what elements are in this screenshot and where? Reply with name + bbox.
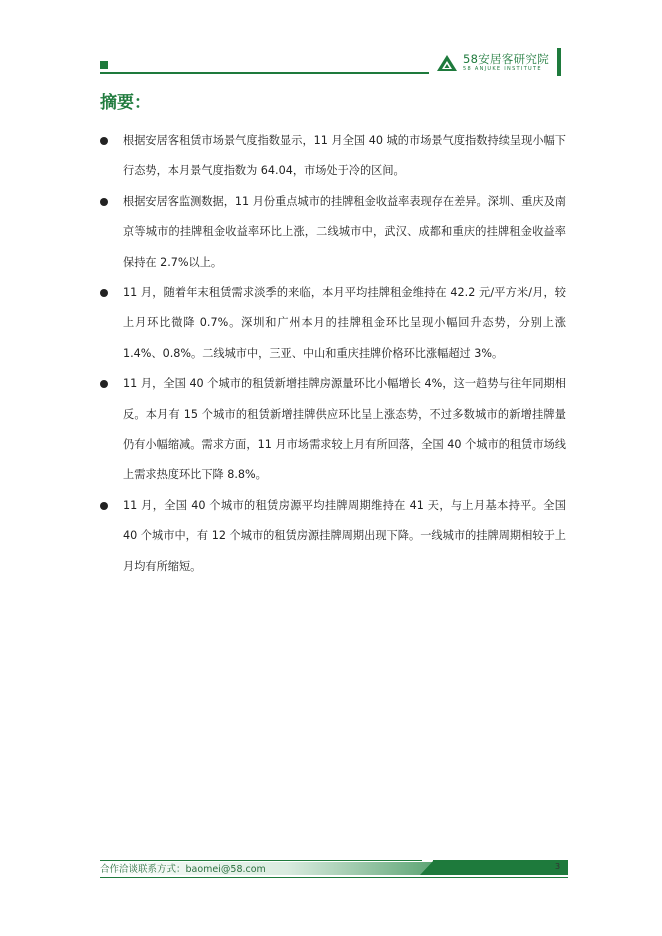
- summary-item: [100, 187, 566, 278]
- header-rule: [100, 72, 429, 74]
- header-accent-bar: [557, 48, 561, 76]
- page-number: 3: [555, 862, 561, 871]
- summary-item-text: 根据安居客监测数据，11 月份重点城市的挂牌租金收益率表现存在差异。深圳、重庆及南京等城市的挂牌租金收益率环比上涨，二线城市中，武汉、成都和重庆的挂牌租金收益率保持在 2.7%以上。: [123, 194, 566, 269]
- footer-bottom-rule: [100, 877, 568, 878]
- footer-contact: 合作洽谈联系方式：baomei@58.com: [100, 864, 266, 875]
- logo-chinese-name: 58安居客研究院: [463, 52, 550, 66]
- summary-item-text: 11 月，全国 40 个城市的租赁房源平均挂牌周期维持在 41 天，与上月基本持平。全国 40 个城市中，有 12 个城市的租赁房源挂牌周期出现下降。一线城市的挂牌周期相较于上月均有所缩短。: [123, 498, 566, 573]
- summary-item-text: 11 月，随着年末租赁需求淡季的来临，本月平均挂牌租金维持在 42.2 元/平方米/月，较上月环比微降 0.7%。深圳和广州本月的挂牌租金环比呈现小幅回升态势，分别上涨 1.4%、0.8%。二线城市中，三亚、中山和重庆挂牌价格环比涨幅超过 3%。: [123, 286, 566, 360]
- header-square-marker: [100, 61, 108, 69]
- bullet-dot-icon: [100, 289, 108, 297]
- summary-item-text: 11 月，全国 40 个城市的租赁新增挂牌房源量环比小幅增长 4%，这一趋势与往年同期相反。本月有 15 个城市的租赁新增挂牌供应环比呈上涨态势，不过多数城市的新增挂牌量仍有小幅缩减。需求方面，11 月市场需求较上月有所回落，全国 40 个城市的租赁市场线上需求热度环比下降 8.8%。: [123, 377, 566, 482]
- footer-triangle: [420, 860, 434, 875]
- summary-item: [100, 278, 566, 369]
- bullet-dot-icon: [100, 137, 108, 145]
- summary-item: [100, 369, 566, 491]
- logo: [436, 50, 549, 76]
- summary-list: [100, 126, 566, 582]
- summary-item: [100, 126, 566, 187]
- logo-english-name: 58 ANJUKE INSTITUTE: [463, 66, 542, 72]
- summary-item-text: 根据安居客租赁市场景气度指数显示，11 月全国 40 城的市场景气度指数持续呈现小幅下行态势，本月景气度指数为 64.04，市场处于冷的区间。: [123, 134, 566, 178]
- summary-item: [100, 491, 566, 582]
- bullet-dot-icon: [100, 198, 108, 206]
- footer-top-rule: [100, 860, 422, 861]
- logo-mountain-icon: [436, 54, 458, 72]
- footer-green-block: [433, 860, 568, 875]
- bullet-dot-icon: [100, 502, 108, 510]
- page-title: 摘要：: [100, 93, 151, 113]
- bullet-dot-icon: [100, 380, 108, 388]
